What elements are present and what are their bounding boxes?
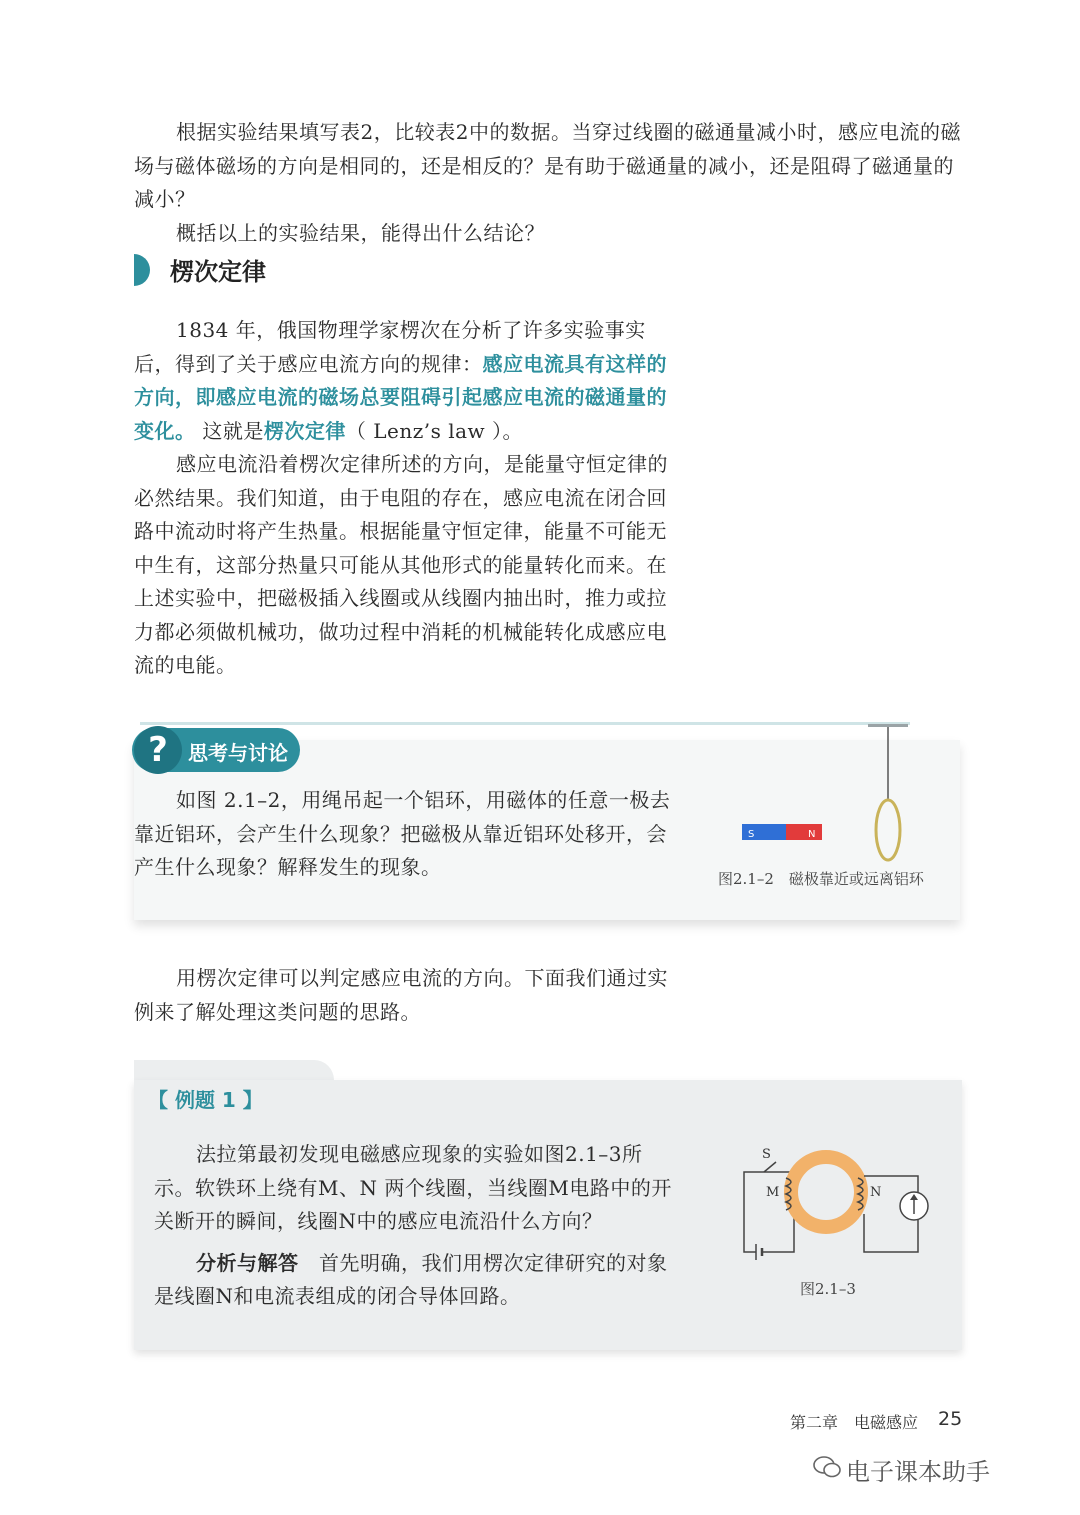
- wechat-icon: [812, 1454, 842, 1480]
- label-m: M: [766, 1185, 780, 1200]
- magnet-n-label: N: [808, 829, 816, 840]
- lenz-paragraph-1: [134, 314, 679, 448]
- intro-question: 概括以上的实验结果，能得出什么结论？: [176, 220, 545, 245]
- label-s: S: [762, 1147, 771, 1162]
- analysis-text: 首先明确，我们用楞次定律研究的对象是线圈N和电流表组成的闭合导体回路。: [154, 1250, 668, 1308]
- label-n: N: [870, 1185, 882, 1200]
- analysis-label: 分析与解答: [196, 1250, 299, 1275]
- question-mark-icon: ?: [134, 726, 182, 774]
- section-marker-icon: [134, 254, 150, 286]
- lenz-intro-text: 1834 年，俄国物理学家楞次在分析了许多实验事实后，得到了关于感应电流方向的规律：: [134, 318, 646, 376]
- usage-text: 用楞次定律可以判定感应电流的方向。下面我们通过实例来了解处理这类问题的思路。: [134, 966, 668, 1024]
- example-analysis: [154, 1247, 680, 1314]
- figure-faraday-ring: [734, 1140, 934, 1270]
- hanger-bar: [868, 724, 908, 727]
- magnet-s-label: S: [748, 829, 755, 840]
- lenz-body: [134, 314, 679, 683]
- lenz-paragraph-2: 感应电流沿着楞次定律所述的方向，是能量守恒定律的必然结果。我们知道，由于电阻的存在，感应电流在闭合回路中流动时将产生热量。根据能量守恒定律，能量不可能无中生有，这部分热量只可能从其他形式的能量转化而来。在上述实验中，把磁极插入线圈或从线圈内抽出时，推力或拉力都必须做机械功，做功过程中消耗的机械能转化成感应电流的电能。: [134, 452, 668, 677]
- aluminum-ring-icon: [876, 800, 900, 860]
- think-text-block: [134, 784, 684, 885]
- lenz-law-statement: 感应电流具有这样的方向，即感应电流的磁场总要阻碍引起感应电流的磁通量的变化。: [134, 351, 667, 443]
- usage-paragraph: [134, 962, 679, 1029]
- lenz-this-is: 这就是: [195, 418, 264, 443]
- think-question-text: 如图 2.1–2，用绳吊起一个铝环，用磁体的任意一极去靠近铝环，会产生什么现象？把磁极从靠近铝环处移开，会产生什么现象？解释发生的现象。: [134, 788, 671, 879]
- intro-text: 根据实验结果填写表2，比较表2中的数据。当穿过线圈的磁通量减小时，感应电流的磁场与磁体磁场的方向是相同的，还是相反的？是有助于磁通量的减小，还是阻碍了磁通量的减小？: [134, 120, 961, 211]
- section-title: 楞次定律: [170, 258, 266, 286]
- switch-s-icon: [764, 1162, 776, 1172]
- iron-ring-icon: [791, 1157, 861, 1227]
- figure-magnet-ring: [730, 722, 930, 862]
- chapter-footer: 第二章 电磁感应: [790, 1413, 919, 1432]
- lenz-law-term: 楞次定律: [263, 418, 346, 443]
- circuit-m-wire-return: [762, 1212, 794, 1252]
- think-discuss-label: 思考与讨论: [188, 741, 288, 765]
- figure-2-1-2-caption: 图2.1–2 磁极靠近或远离铝环: [718, 870, 924, 888]
- page-number: 25: [938, 1408, 963, 1430]
- example-body: [154, 1138, 680, 1314]
- watermark-text: 电子课本助手: [846, 1458, 990, 1486]
- example-title: 【 例题 1 】: [148, 1088, 263, 1112]
- magnet-n-pole: [786, 824, 822, 840]
- intro-paragraph: [134, 116, 964, 250]
- lenz-law-english: （ Lenz’s law ）。: [345, 418, 524, 443]
- example-question-text: 法拉第最初发现电磁感应现象的实验如图2.1–3所示。软铁环上绕有M、N 两个线圈，当线圈M电路中的开关断开的瞬间，线圈N中的感应电流沿什么方向？: [154, 1142, 672, 1233]
- figure-2-1-3-caption: 图2.1–3: [800, 1280, 856, 1298]
